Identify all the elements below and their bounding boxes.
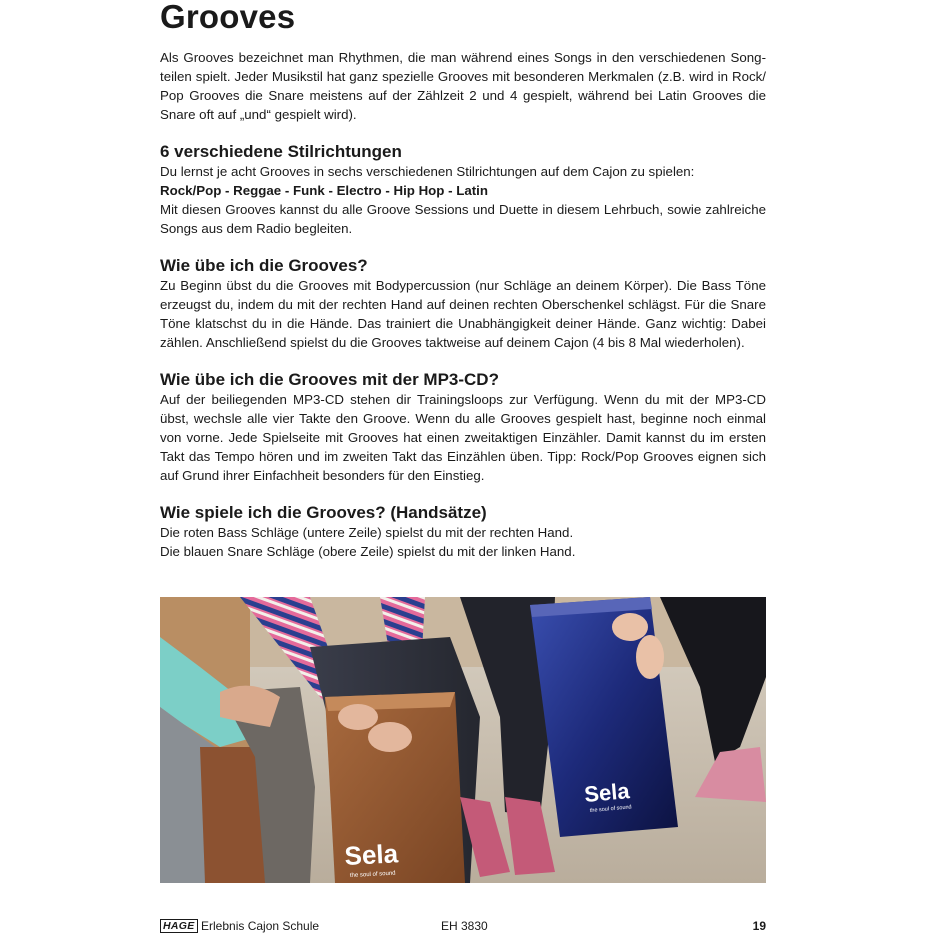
handsaetze-line-2: Die blauen Snare Schläge (obere Zeile) spielst du mit der linken Hand. (160, 544, 576, 559)
mp3-cd-paragraph: Auf der beiliegenden MP3-CD stehen dir Trainingsloops zur Verfügung. Wenn du mit der MP3-CD übst, wechsle alle vier Takte den Groove. Wenn du alle Grooves gespielt hast, beginne noch einmal von vorne. Jede Spielseite mit Grooves hat einen zweitaktigen Einzähler. Damit kannst du im ersten Takt das Tempo hören und im zweiten Takt das Einzählen üben. Tipp: Rock/Pop Grooves eignen sich auf Grund ihrer Einfachheit besonders für den Einstieg. (160, 392, 766, 483)
page-number: 19 (752, 919, 766, 933)
styles-list: Rock/Pop - Reggae - Funk - Electro - Hip Hop - Latin (160, 183, 489, 198)
footer-code: EH 3830 (441, 919, 488, 933)
footer-book-title: Erlebnis Cajon Schule (201, 919, 320, 933)
stilrichtungen-text: Du lernst je acht Grooves in sechs verschiedenen Stilrichtungen auf dem Cajon zu spielen: (160, 164, 695, 179)
heading-mp3-cd: Wie übe ich die Grooves mit der MP3-CD? (160, 370, 499, 389)
heading-handsaetze: Wie spiele ich die Grooves? (Handsätze) (160, 503, 487, 522)
ueben-paragraph: Zu Beginn übst du die Grooves mit Bodypercussion (nur Schläge an deinem Körper). Die Bass Töne erzeugst du, indem du mit der rechten Hand auf deinen rechten Oberschenkel schlägst. Für die Snare Töne klatschst du in die Hände. Das trainiert die Unabhängigkeit deiner Hände. Ganz wichtig: Dabei zählen. Anschließend spielst du die Grooves taktweise auf deinem Cajon (4 bis 8 Mal wiederholen). (160, 278, 766, 350)
handsaetze-line-1: Die roten Bass Schläge (untere Zeile) spielst du mit der rechten Hand. (160, 525, 574, 540)
stilrichtungen-text-2: Mit diesen Grooves kannst du alle Groove Sessions und Duette in diesem Lehrbuch, sowie zahlreiche Songs aus dem Radio begleiten. (160, 202, 766, 236)
page-footer (160, 917, 766, 935)
sela-logo-left: Sela (343, 838, 399, 871)
sela-tagline-left: the soul of sound (349, 870, 396, 879)
heading-stilrichtungen: 6 verschiedene Stilrichtungen (160, 142, 402, 161)
hage-logo: HAGE (160, 919, 198, 933)
intro-paragraph: Als Grooves bezeichnet man Rhythmen, die man während eines Songs in den verschiedenen Song-teilen spielt. Jeder Musikstil hat ganz spezielle Grooves mit besonderen Merkmalen (z.B. wird in Rock/ Pop Grooves die Snare meistens auf der Zählzeit 2 und 4 gespielt, während bei Latin Grooves die Snare oft auf „und“ gespielt wird). (160, 50, 766, 122)
sela-tagline-right: the soul of sound (589, 804, 632, 814)
page-title: Grooves (160, 0, 296, 35)
sela-logo-right: Sela (583, 778, 631, 807)
heading-ueben: Wie übe ich die Grooves? (160, 256, 368, 275)
cajon-photo (160, 597, 766, 883)
